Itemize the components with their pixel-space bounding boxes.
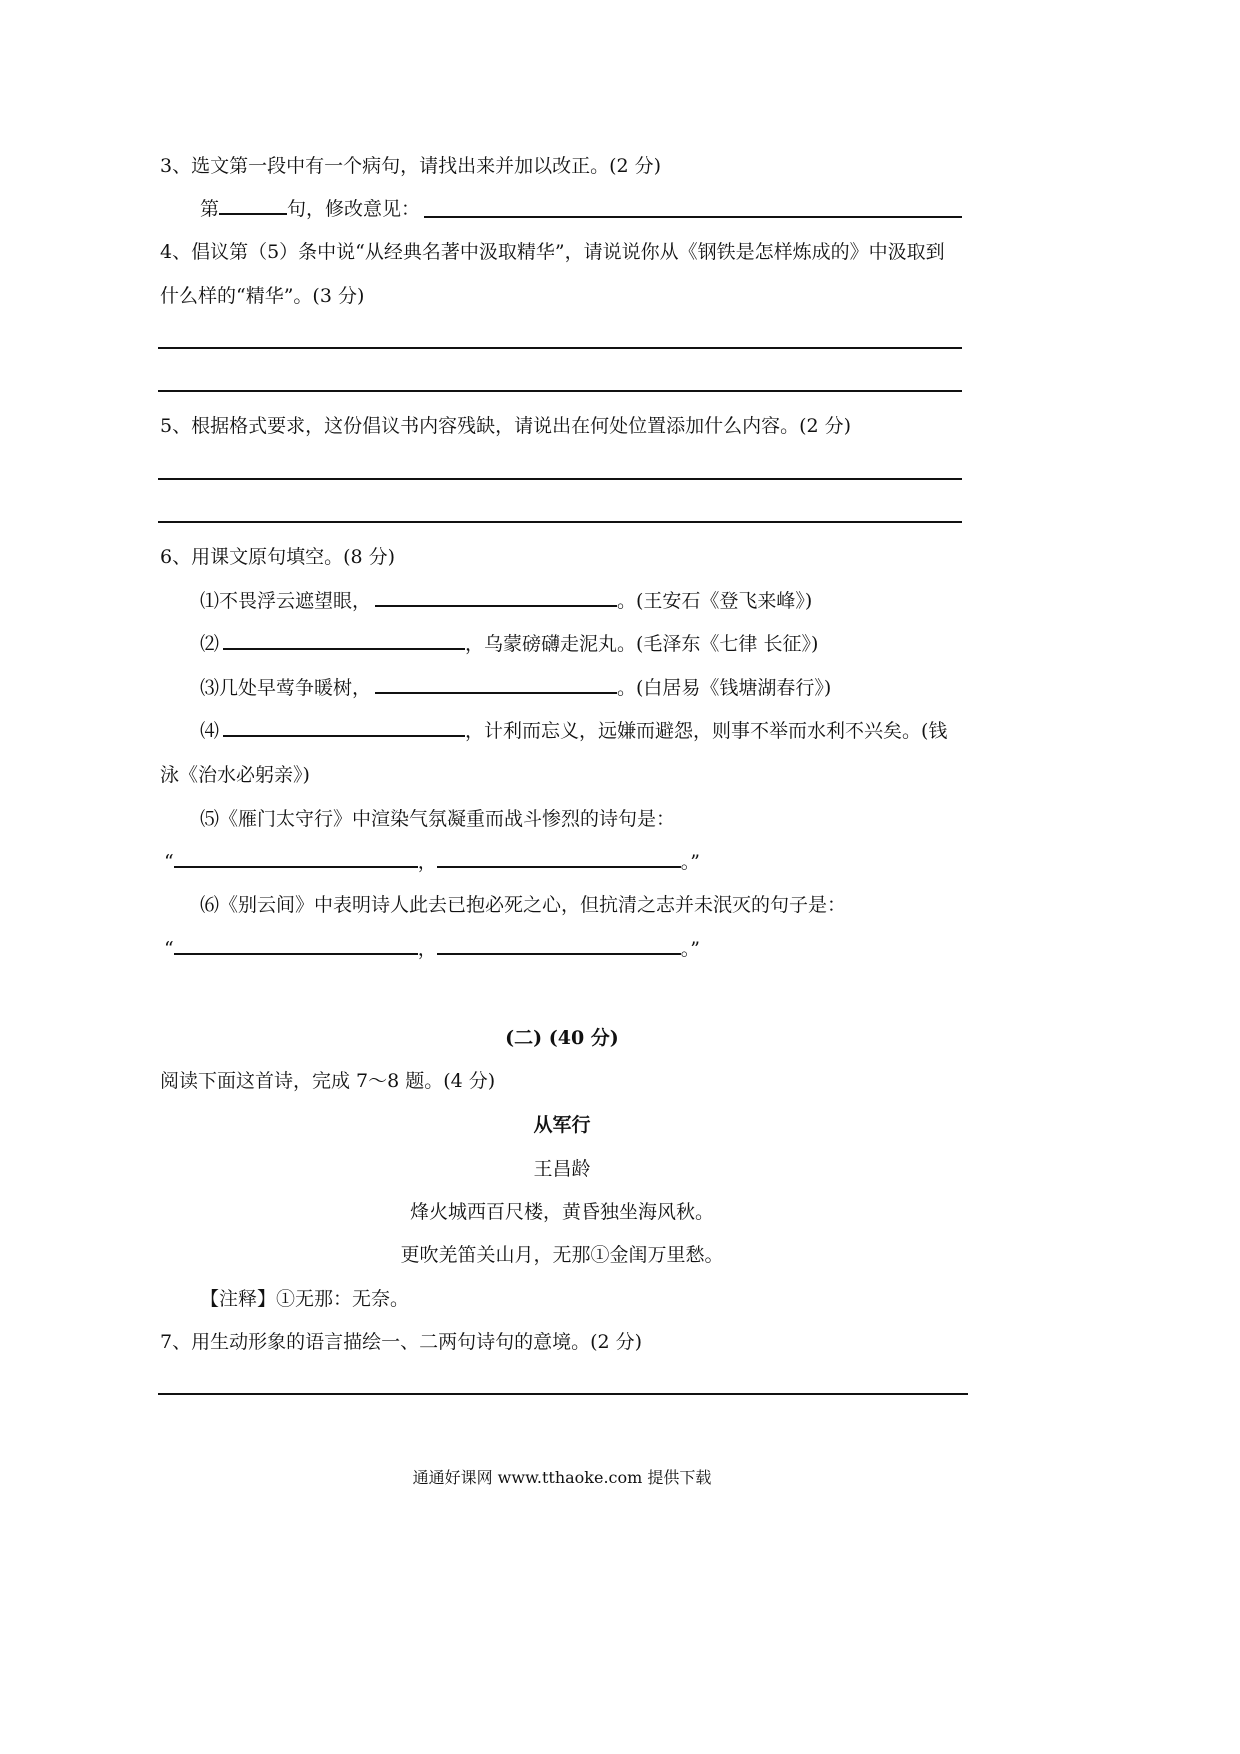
q6-item-2 <box>200 632 818 656</box>
q6-item-5-blank-2[interactable] <box>437 850 681 868</box>
q6-item-3-blank[interactable] <box>375 676 617 694</box>
q6-item-6-blank-1[interactable] <box>174 937 418 955</box>
question-6: 6、用课文原句填空。(8 分) <box>160 546 396 568</box>
q6-item-6-close-quote: 。” <box>680 938 700 960</box>
q6-item-5-close-quote: 。” <box>680 851 700 873</box>
section-2-intro: 阅读下面这首诗，完成 7～8 题。(4 分) <box>160 1070 496 1092</box>
q3-sentence-blank[interactable] <box>219 197 287 215</box>
question-3: 3、选文第一段中有一个病句，请找出来并加以改正。(2 分) <box>160 155 662 177</box>
poem-note: 【注释】①无那：无奈。 <box>200 1288 410 1310</box>
poem-title: 从军行 <box>533 1114 591 1136</box>
question-7: 7、用生动形象的语言描绘一、二两句诗句的意境。(2 分) <box>160 1331 643 1353</box>
q5-answer-line-1[interactable] <box>158 478 962 480</box>
q4-answer-line-1[interactable] <box>158 347 962 349</box>
q6-item-5: ⑸《雁门太守行》中渲染气氛凝重而战斗惨烈的诗句是： <box>200 808 676 830</box>
q6-item-5-blank-1[interactable] <box>174 850 418 868</box>
q6-item-5-comma: ， <box>417 851 437 873</box>
q7-answer-line-1[interactable] <box>158 1393 968 1395</box>
q6-item-6-open-quote: “ <box>164 938 174 960</box>
q6-item-4-cont: 泳《治水必躬亲》) <box>160 764 310 786</box>
question-4-line1: 4、倡议第（5）条中说“从经典名著中汲取精华”，请说说你从《钢铁是怎样炼成的》中汲取到 <box>160 241 945 263</box>
page-footer: 通通好课网 www.tthaoke.com 提供下载 <box>412 1468 712 1487</box>
question-3-answer-line <box>200 197 420 221</box>
q6-item-6-comma: ， <box>417 938 437 960</box>
q6-item-1-source: 。(王安石《登飞来峰》) <box>617 590 813 612</box>
q6-item-1 <box>200 589 812 613</box>
q6-item-6-answer <box>164 937 700 961</box>
q3-mid: 句，修改意见： <box>287 198 421 220</box>
q6-item-4 <box>200 719 947 743</box>
q6-item-3 <box>200 676 831 700</box>
poem-line-1: 烽火城西百尺楼，黄昏独坐海风秋。 <box>409 1201 714 1223</box>
question-4-line2: 什么样的“精华”。(3 分) <box>160 285 365 307</box>
q6-item-2-text: ，乌蒙磅礴走泥丸。(毛泽东《七律 长征》) <box>465 633 819 655</box>
q5-answer-line-2[interactable] <box>158 521 962 523</box>
q6-item-5-answer <box>164 850 700 874</box>
poem-line-2: 更吹羌笛关山月，无那①金闺万里愁。 <box>400 1244 724 1266</box>
q6-item-2-blank[interactable] <box>223 632 465 650</box>
q6-item-5-open-quote: “ <box>164 851 174 873</box>
q4-answer-line-2[interactable] <box>158 390 962 392</box>
q6-item-3-source: 。(白居易《钱塘湖春行》) <box>617 677 832 699</box>
section-2-heading: (二) (40 分) <box>505 1027 619 1049</box>
q6-item-4-blank[interactable] <box>223 719 465 737</box>
q3-prefix: 第 <box>200 198 220 220</box>
q6-item-1-blank[interactable] <box>375 589 617 607</box>
q6-item-4-text: ，计利而忘义，远嫌而避怨，则事不举而水利不兴矣。(钱 <box>465 720 948 742</box>
q6-item-6-blank-2[interactable] <box>437 937 681 955</box>
poem-author: 王昌龄 <box>533 1158 591 1180</box>
q6-item-6: ⑹《别云间》中表明诗人此去已抱必死之心，但抗清之志并未泯灭的句子是： <box>200 894 847 916</box>
q6-item-3-text: ⑶几处早莺争暖树， <box>200 677 372 699</box>
question-5: 5、根据格式要求，这份倡议书内容残缺，请说出在何处位置添加什么内容。(2 分) <box>160 415 852 437</box>
q3-revision-blank[interactable] <box>424 216 962 218</box>
q6-item-2-num: ⑵ <box>200 633 220 655</box>
q6-item-1-text: ⑴不畏浮云遮望眼， <box>200 590 372 612</box>
q6-item-4-num: ⑷ <box>200 720 220 742</box>
